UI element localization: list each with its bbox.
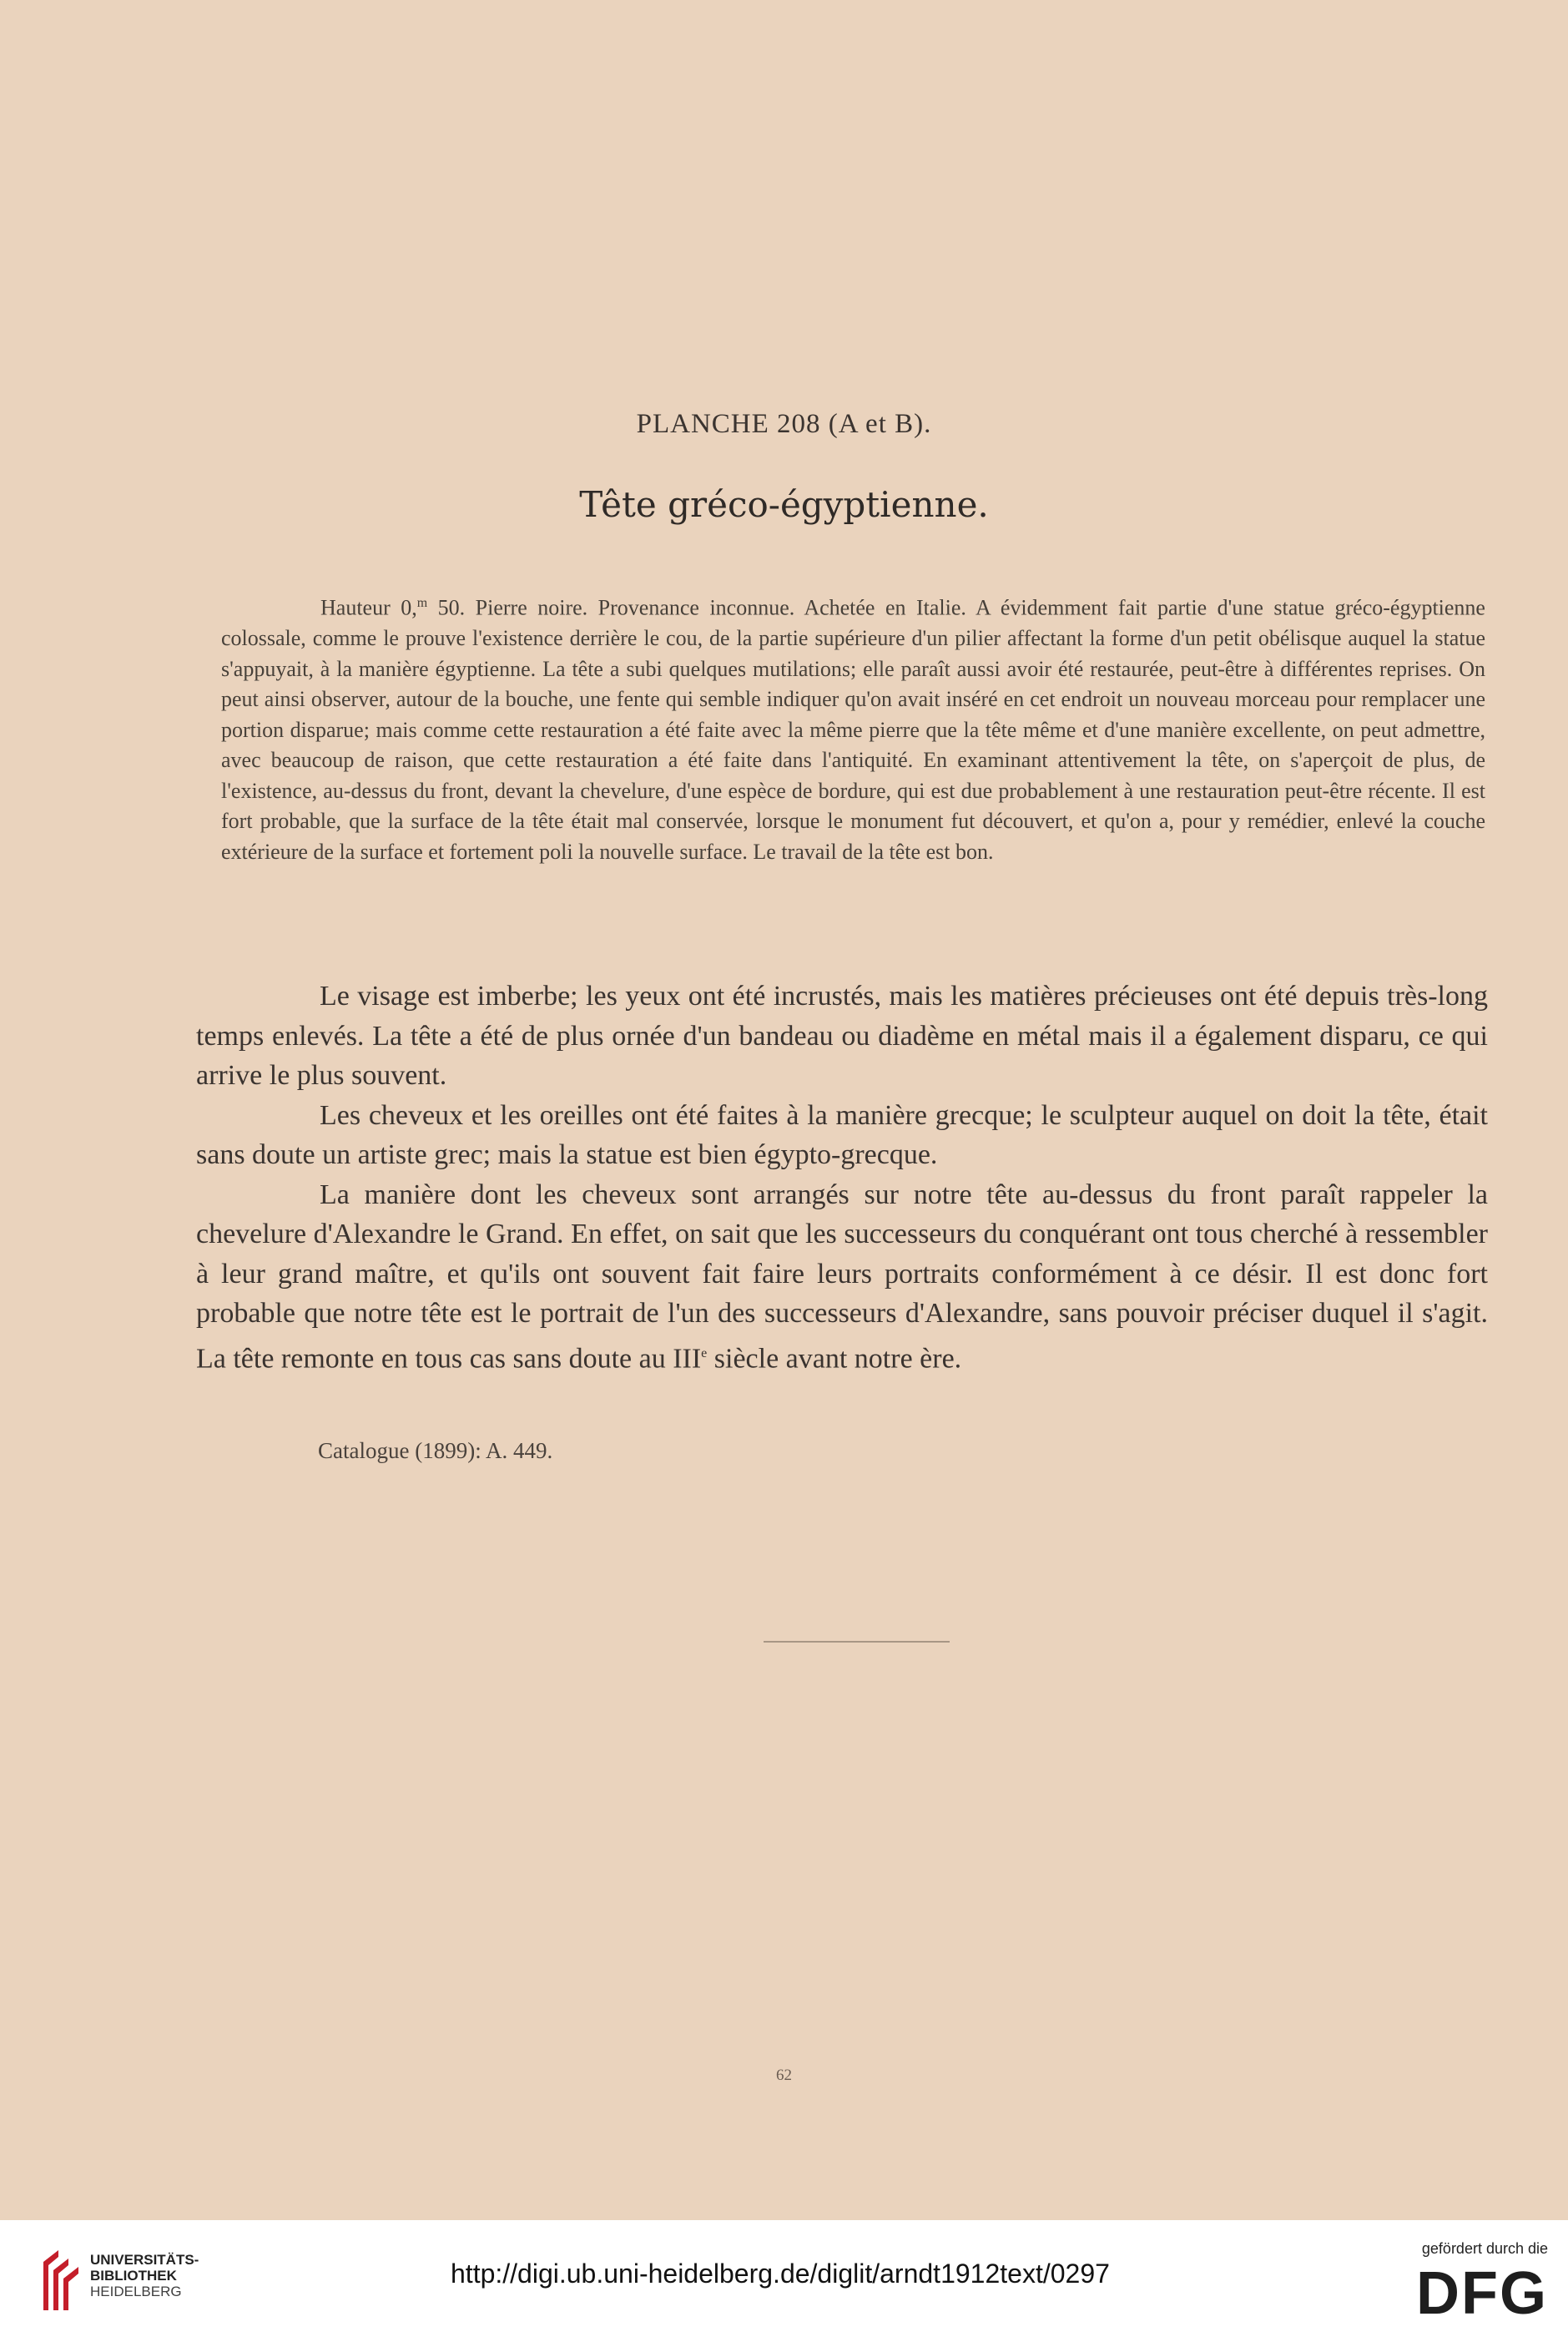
commentary-paragraph-3-end: siècle avant notre ère.: [707, 1342, 962, 1374]
century-superscript: e: [701, 1345, 708, 1360]
commentary-paragraph-2: Les cheveux et les oreilles ont été faites à la manière grecque; le sculpteur auquel on doit la tête, était sans doute un artiste grec; mais la statue est bien égypto-grecque.: [196, 1099, 1488, 1170]
page-title: Tête gréco-égyptienne.: [579, 484, 989, 525]
commentary-paragraph-3-text: La manière dont les cheveux sont arrangés sur notre tête au-dessus du front paraît rappeler la chevelure d'Alexandre le Grand. En effet, on sait que les successeurs du conquérant ont tous cherché à ressembler à leur grand maître, et qu'ils ont souvent fait faire leurs portraits conformément à ce désir. Il est donc fort probable que notre tête est le portrait de l'un des successeurs d'Alexandre, sans pouvoir préciser duquel il s'agit. La tête remonte en tous cas sans doute au III: [196, 1179, 1488, 1374]
catalogue-reference: Catalogue (1899): A. 449.: [318, 1438, 553, 1463]
section-divider: [764, 1641, 950, 1643]
library-emblem-icon: [40, 2245, 82, 2314]
plate-heading: PLANCHE 208 (A et B).: [636, 409, 932, 439]
library-name: [90, 2252, 199, 2299]
dfg-logo[interactable]: [1398, 2240, 1548, 2332]
library-logo[interactable]: [40, 2245, 207, 2320]
description-paragraph: [221, 588, 1485, 867]
commentary-paragraph-1: Le visage est imberbe; les yeux ont été incrustés, mais les matières précieuses ont été depuis très-long temps enlevés. La tête a été de plus ornée d'un bandeau ou diadème en métal mais il a également disparu, ce qui arrive le plus souvent.: [196, 981, 1488, 1091]
description-text: 50. Pierre noire. Provenance inconnue. Achetée en Italie. A évidemment fait partie d'une statue gréco-égyptienne colossale, comme le prouve l'existence derrière le cou, de la partie supérieure d'un pilier affectant la forme d'un petit obélisque auquel la statue s'appuyait, à la manière égyptienne. La tête a subi quelques mutilations; elle paraît aussi avoir été restaurée, peut-être à différentes reprises. On peut ainsi observer, autour de la bouche, une fente qui semble indiquer qu'on avait inséré en cet endroit un nouveau morceau pour remplacer une portion disparue; mais comme cette restauration a été faite avec la même pierre que la tête même et d'une manière excellente, on peut admettre, avec beaucoup de raison, que cette restauration a été faite dans l'antiquité. En examinant attentivement la tête, on s'aperçoit de plus, de l'existence, au-dessus du front, devant la chevelure, d'une espèce de bordure, qui est due probablement à une restauration peut-être récente. Il est fort probable, que la surface de la tête était mal conservée, lorsque le monument fut découvert, et qu'on a, pour y remédier, enlevé la couche extérieure de la surface et fortement poli la nouvelle surface. Le travail de la tête est bon.: [221, 595, 1485, 864]
description-lead: Hauteur 0,: [320, 595, 417, 620]
library-name-line-3: HEIDELBERG: [90, 2284, 182, 2299]
page-number: 62: [776, 2067, 792, 2084]
unit-superscript: m: [416, 596, 428, 610]
viewer-footer: [0, 2220, 1568, 2347]
library-name-line-1: UNIVERSITÄTS-: [90, 2252, 199, 2268]
funding-caption: gefördert durch die: [1421, 2240, 1548, 2257]
commentary-paragraph-3: [196, 1175, 1488, 1379]
library-name-line-2: BIBLIOTHEK: [90, 2268, 177, 2284]
commentary-block: [196, 977, 1488, 1378]
dfg-wordmark: DFG: [1416, 2260, 1548, 2327]
permalink-url[interactable]: http://digi.ub.uni-heidelberg.de/diglit/arndt1912text/0297: [451, 2259, 1110, 2289]
